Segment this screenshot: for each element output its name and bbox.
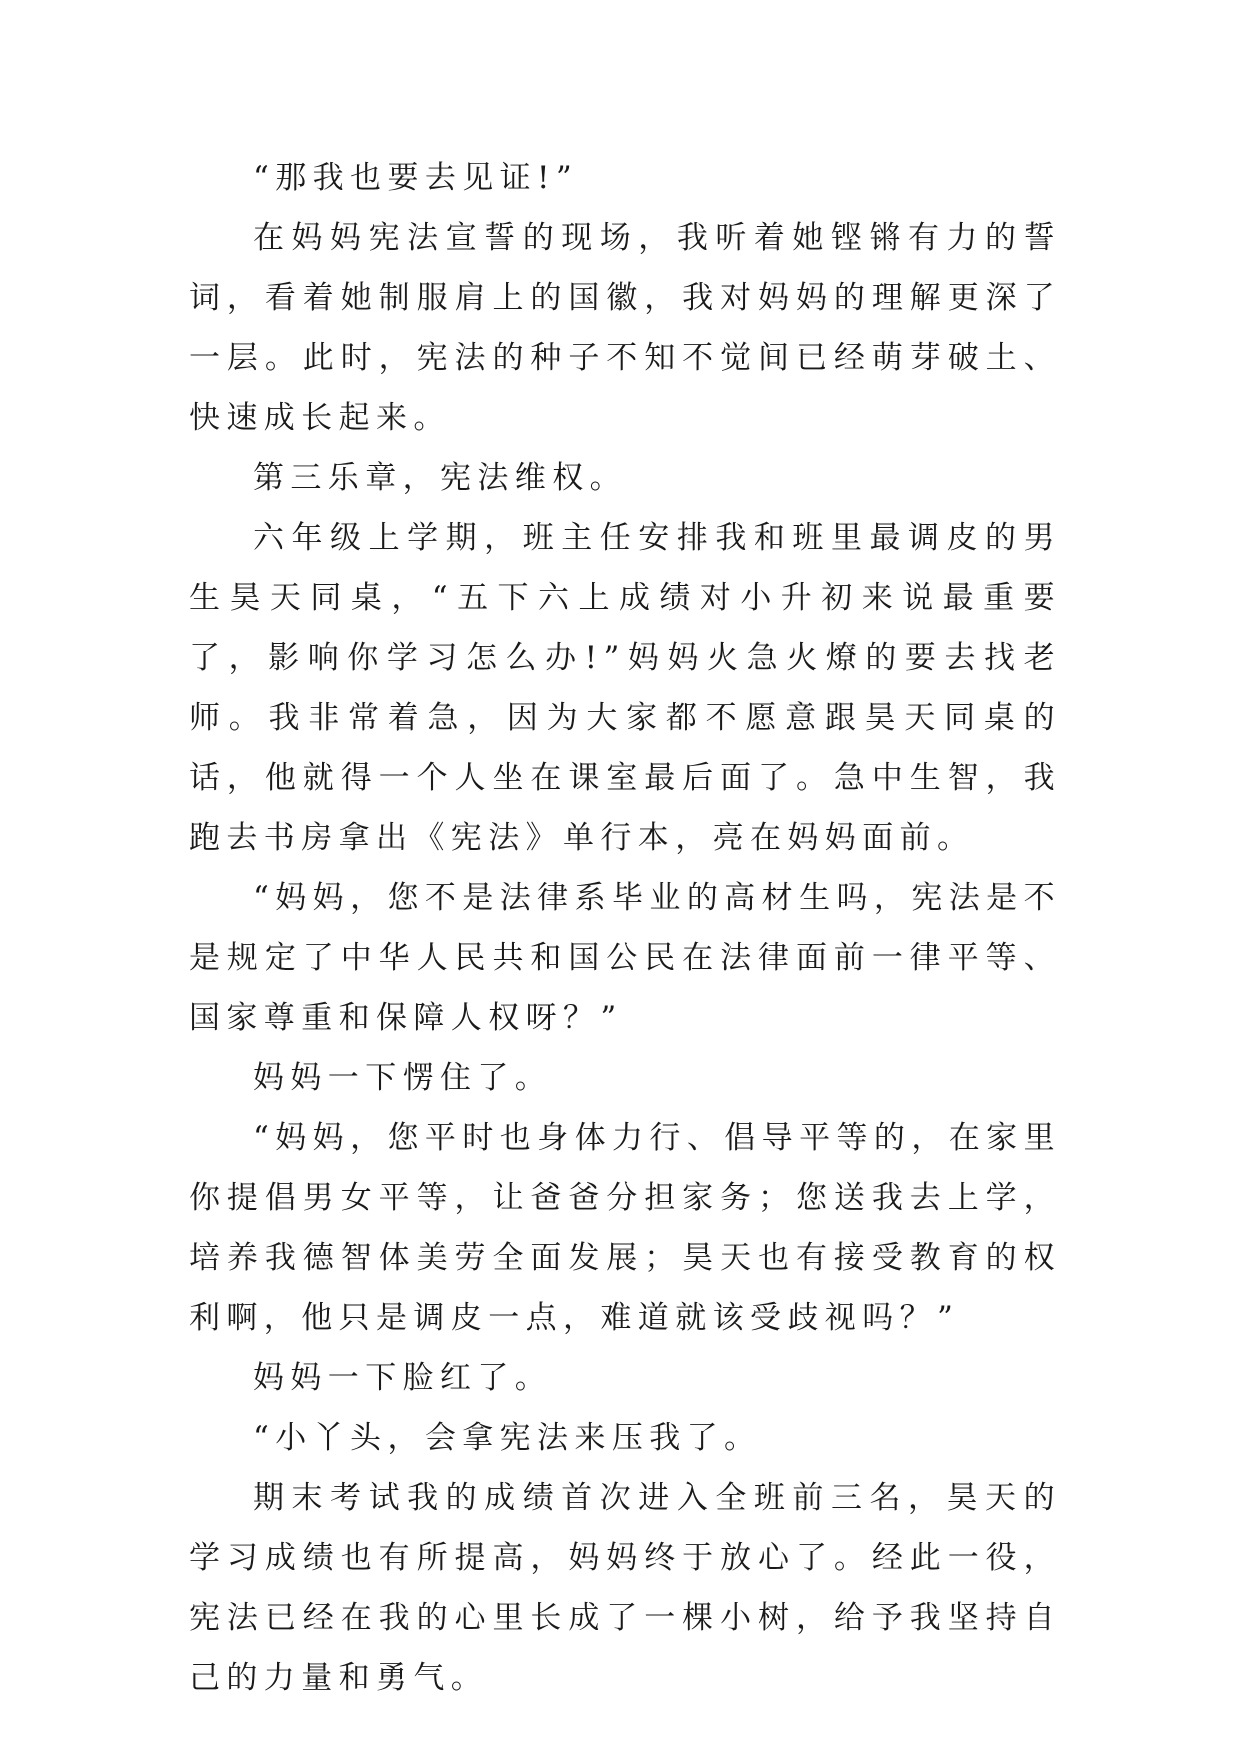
paragraph: 妈妈一下脸红了。	[253, 1360, 553, 1396]
paragraph: “妈妈，您平时也身体力行、倡导平等的，在家里你提倡男女平等，让爸爸分担家务；您送我去上学，培养我德智体美劳全面发展；昊天也有接受教育的权利啊，他只是调皮一点，难道就该受歧视吗？”	[189, 1120, 1061, 1336]
paragraph: “小丫头，会拿宪法来压我了。	[253, 1420, 762, 1456]
paragraph: 在妈妈宪法宣誓的现场，我听着她铿锵有力的誓词，看着她制服肩上的国徽，我对妈妈的理解更深了一层。此时，宪法的种子不知不觉间已经萌芽破土、快速成长起来。	[189, 220, 1061, 436]
paragraph: 六年级上学期，班主任安排我和班里最调皮的男生昊天同桌，“五下六上成绩对小升初来说最重要了，影响你学习怎么办!”妈妈火急火燎的要去找老师。我非常着急，因为大家都不愿意跟昊天同桌的话，他就得一个人坐在课室最后面了。急中生智，我跑去书房拿出《宪法》单行本，亮在妈妈面前。	[189, 520, 1061, 856]
document-body	[189, 148, 1061, 1708]
paragraph: 妈妈一下愣住了。	[253, 1060, 553, 1096]
paragraph: “妈妈，您不是法律系毕业的高材生吗，宪法是不是规定了中华人民共和国公民在法律面前一律平等、国家尊重和保障人权呀？”	[189, 880, 1061, 1036]
paragraph: “那我也要去见证!”	[253, 160, 579, 196]
paragraph: 第三乐章，宪法维权。	[253, 460, 627, 496]
paragraph: 期末考试我的成绩首次进入全班前三名，昊天的学习成绩也有所提高，妈妈终于放心了。经此一役，宪法已经在我的心里长成了一棵小树，给予我坚持自己的力量和勇气。	[189, 1480, 1061, 1696]
